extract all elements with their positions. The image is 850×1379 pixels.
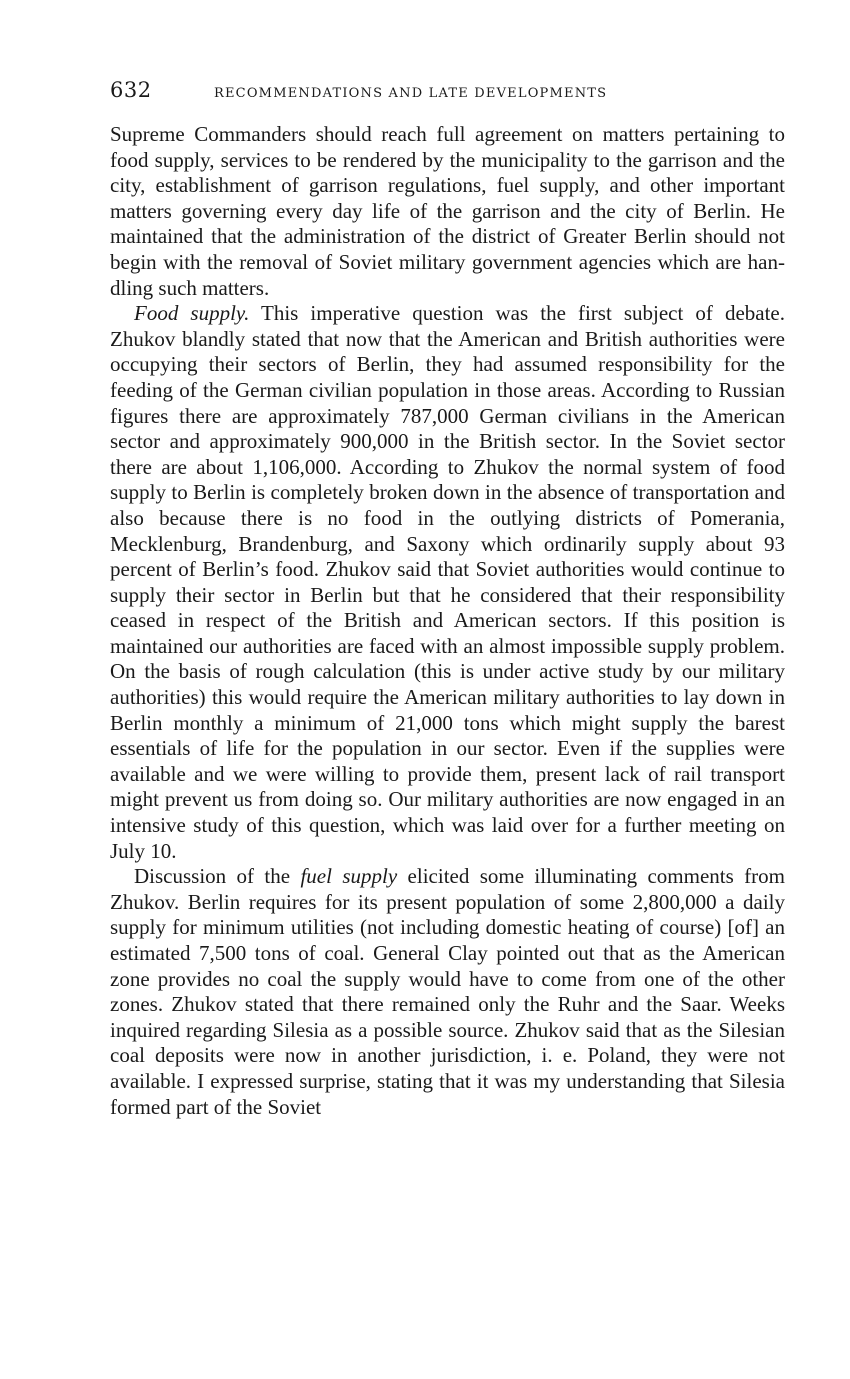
paragraph-fuel-supply [110,864,785,1120]
paragraph-text: elicited some illuminating comments from Zhukov. Berlin requires for its present population of some 2,800,000 a daily supply for minimum utilities (not including domestic heating of course) [of] an estimated 7,500 tons of coal. General Clay pointed out that as the American zone provides no coal the supply would have to come from one of the other zones. Zhukov stated that there remained only the Ruhr and the Saar. Weeks inquired regarding Silesia as a possible source. Zhukov said that as the Silesian coal deposits were now in another jurisdiction, i. e. Poland, they were not available. I expressed surprise, stating that it was my understanding that Silesia formed part of the Soviet [110,864,785,1119]
document-page [110,78,785,1120]
paragraph-inline-italic: fuel supply [300,864,398,889]
paragraph-food-supply [110,301,785,864]
paragraph-lead-italic: Food supply. [134,301,250,326]
paragraph-text: Supreme Commanders should reach full agreement on matters pertaining to food supply, services to be rendered by the municipality to the garrison and the city, establishment of garrison regulations, fuel supply, and other important matters governing every day life of the garrison and the city of Berlin. He maintained that the administration of the district of Greater Berlin should not begin with the removal of Soviet military government agencies which are handling such matters. [110,122,785,300]
page-number: 632 [110,78,152,102]
running-title: RECOMMENDATIONS AND LATE DEVELOPMENTS [214,86,608,101]
paragraph-continuation [110,122,785,301]
body-text [110,122,785,1120]
running-head [110,78,785,112]
paragraph-text: This imperative question was the first subject of debate. Zhukov blandly stated that now that the American and British authorities were occupying their sectors of Berlin, they had assumed responsibility for the feeding of the German civilian population in those areas. According to Russian figures there are approximately 787,000 German civilians in the American sector and approximately 900,000 in the British sector. In the Soviet sector there are about 1,106,000. According to Zhukov the normal system of food supply to Berlin is completely broken down in the absence of transportation and also because there is no food in the outlying districts of Pomerania, Mecklenburg, Brandenburg, and Saxony which ordinarily supply about 93 percent of Berlin’s food. Zhukov said that Soviet authorities would continue to supply their sector in Berlin but that he considered that their responsibility ceased in respect of the British and American sectors. If this position is maintained our authorities are faced with an almost impossible supply problem. On the basis of rough calculation (this is under active study by our military authorities) this would require the American military authorities to lay down in Berlin monthly a minimum of 21,000 tons which might supply the barest essentials of life for the population in our sector. Even if the supplies were available and we were willing to provide them, present lack of rail transport might prevent us from doing so. Our military authorities are now engaged in an intensive study of this question, which was laid over for a further meeting on July 10. [110,301,786,863]
paragraph-text-prefix: Discussion of the [134,864,301,889]
